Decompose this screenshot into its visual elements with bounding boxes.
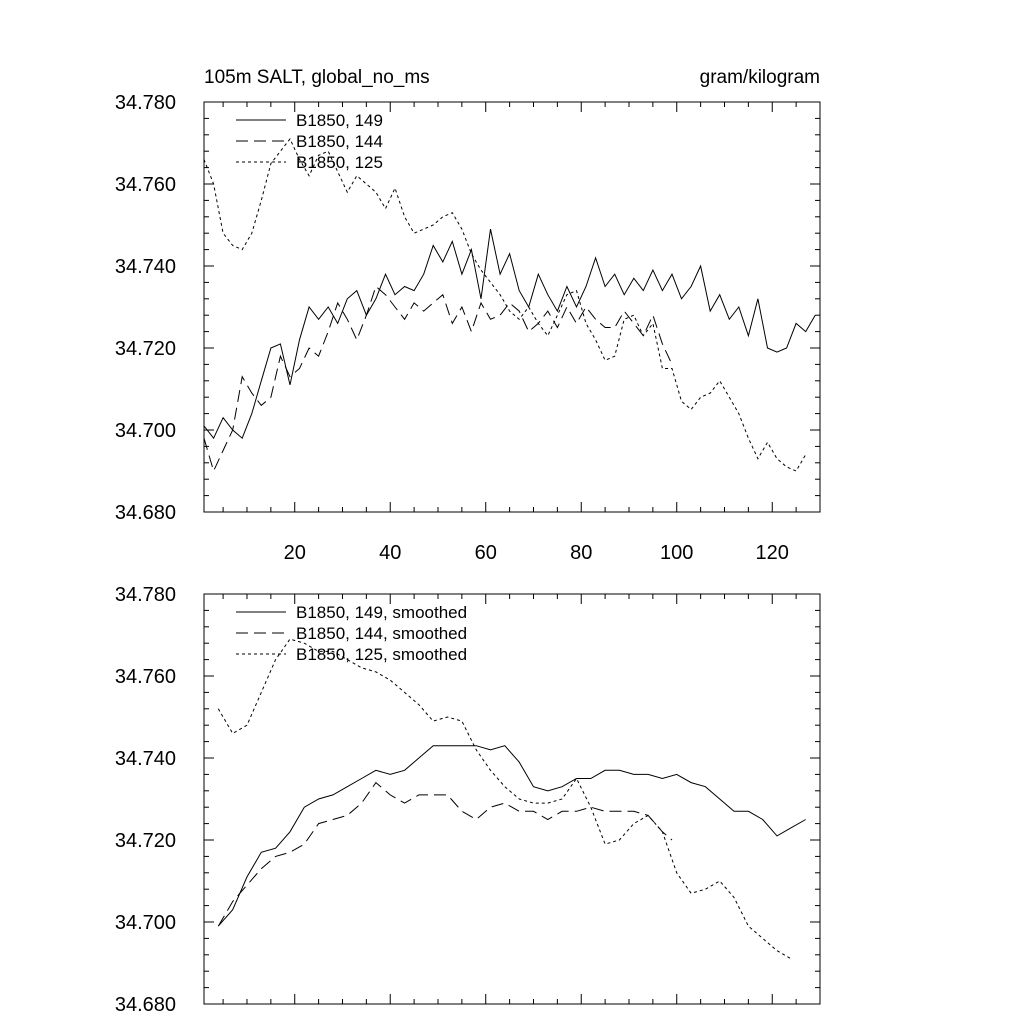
top-x-tick-labels — [284, 542, 789, 564]
top-y-tick-label: 34.700 — [114, 420, 176, 442]
bottom-y-tick-label: 34.760 — [114, 666, 176, 688]
bottom-y-tick-labels — [115, 584, 176, 1016]
top-y-tick-label: 34.720 — [114, 338, 176, 360]
bottom-y-tick-label: 34.780 — [114, 584, 176, 606]
top-x-tick-label: 20 — [283, 542, 306, 564]
top-x-tick-label: 80 — [570, 542, 593, 564]
bottom-series-line-solid — [218, 746, 805, 926]
top-panel — [115, 67, 820, 564]
bottom-legend-label: B1850, 144, smoothed — [296, 624, 468, 643]
top-legend-label: B1850, 125 — [296, 153, 383, 172]
top-series-line-dotted — [204, 139, 806, 471]
top-series-line-dashed — [204, 287, 672, 472]
bottom-y-tick-label: 34.700 — [114, 912, 176, 934]
top-x-tick-label: 60 — [474, 542, 497, 564]
bottom-legend-label: B1850, 125, smoothed — [296, 645, 468, 664]
top-y-tick-label: 34.780 — [114, 92, 176, 114]
top-legend-label: B1850, 149 — [296, 111, 383, 130]
top-y-tick-label: 34.680 — [114, 502, 176, 524]
bottom-legend — [236, 603, 467, 664]
bottom-series-line-dotted — [218, 639, 791, 959]
top-series-line-solid — [204, 229, 815, 438]
top-x-tick-label: 40 — [379, 542, 402, 564]
bottom-series-layer — [218, 639, 805, 959]
top-y-tick-labels — [115, 92, 176, 524]
bottom-y-tick-label: 34.740 — [114, 748, 176, 770]
bottom-y-tick-label: 34.680 — [114, 994, 176, 1016]
top-series-layer — [204, 139, 815, 471]
top-legend — [236, 111, 383, 172]
bottom-legend-label: B1850, 149, smoothed — [296, 603, 468, 622]
top-y-tick-label: 34.740 — [114, 256, 176, 278]
top-x-tick-label: 100 — [660, 542, 694, 564]
bottom-y-tick-label: 34.720 — [114, 830, 176, 852]
top-title-right: gram/kilogram — [699, 67, 820, 88]
bottom-series-line-dashed — [218, 783, 672, 927]
top-title-left: 105m SALT, global_no_ms — [204, 67, 430, 88]
top-legend-label: B1850, 144 — [296, 132, 383, 151]
bottom-panel — [115, 584, 820, 1016]
top-y-tick-label: 34.760 — [114, 174, 176, 196]
top-x-tick-label: 120 — [755, 542, 789, 564]
